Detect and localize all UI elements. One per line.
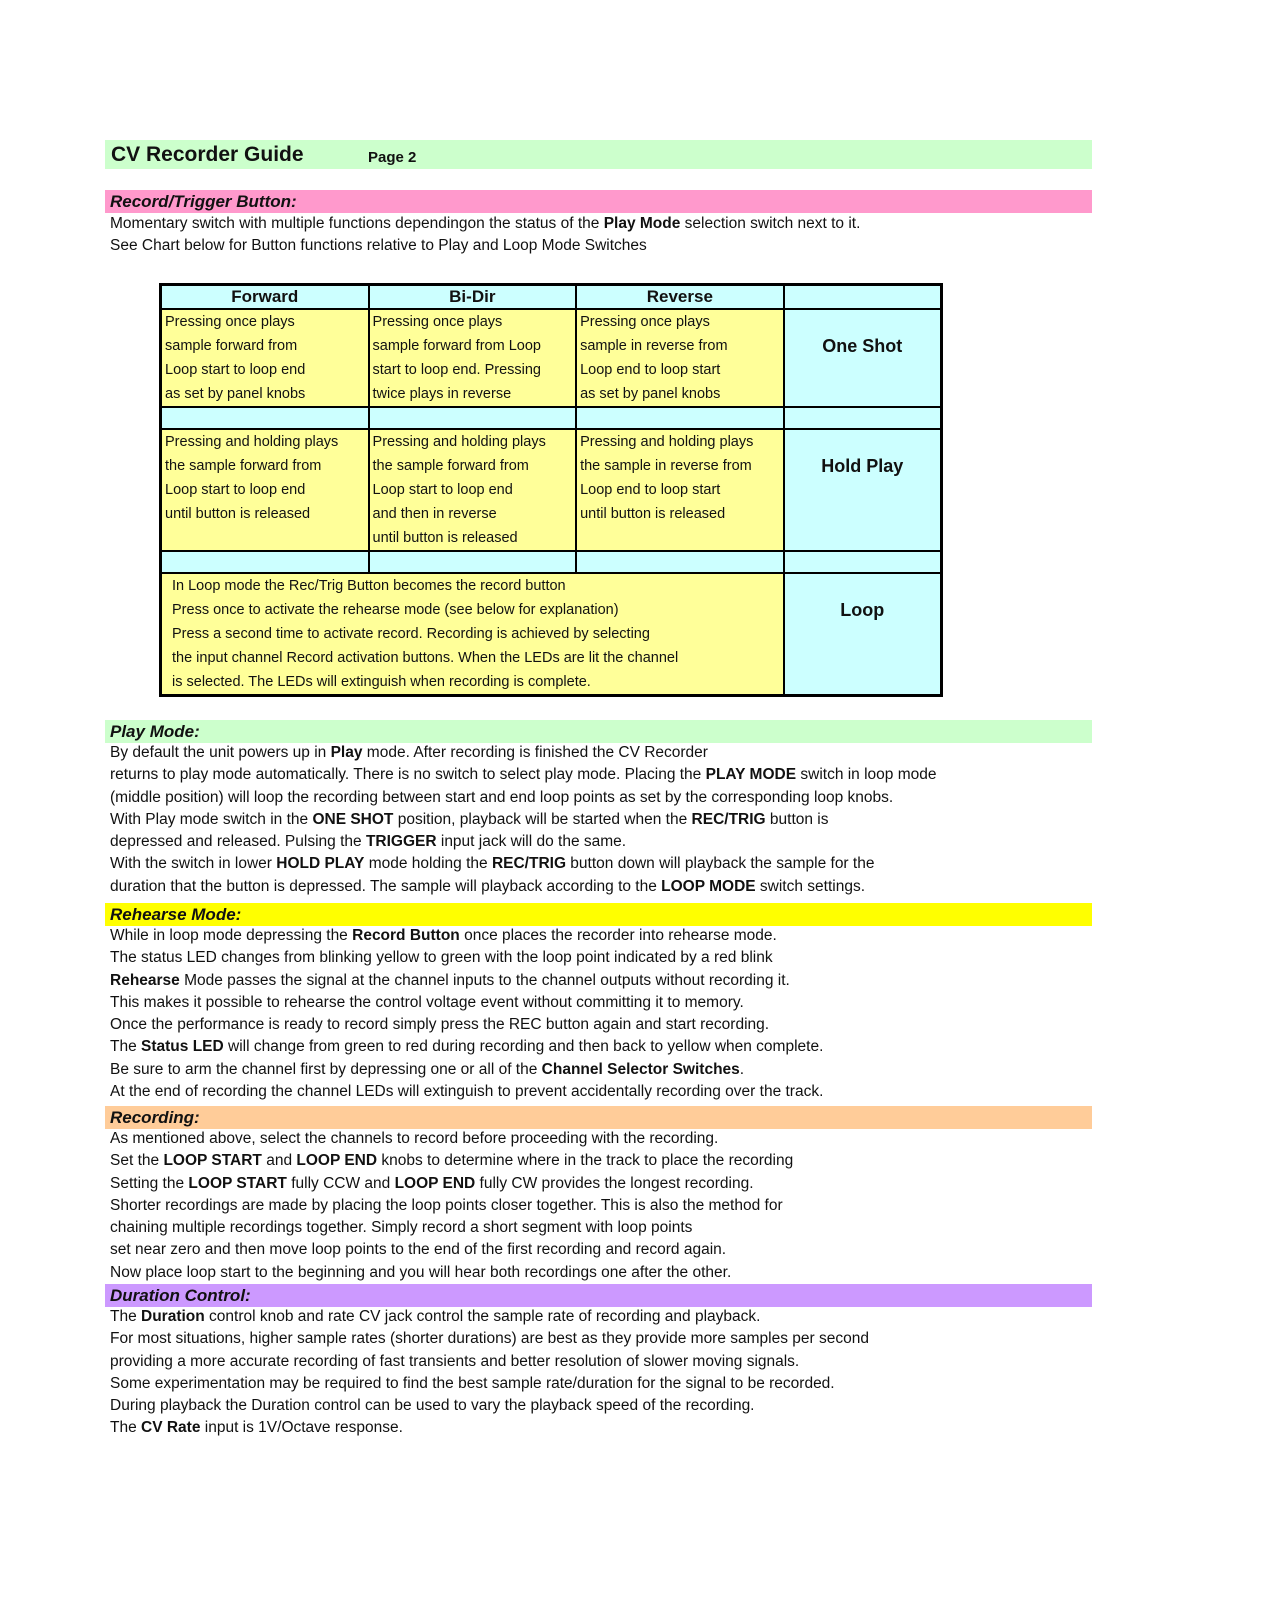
cell-line: until button is released [165, 506, 311, 522]
mode-label-one-shot: One Shot [784, 309, 942, 407]
bold-term: LOOP START [188, 1174, 287, 1192]
text-line [110, 742, 937, 764]
text-run: button down will playback the sample for the [566, 855, 875, 873]
text-line [110, 787, 937, 809]
text-run: As mentioned above, select the channels to record before proceeding with the recording. [110, 1130, 719, 1147]
cell-line: is selected. The LEDs will extinguish when recording is complete. [172, 674, 591, 690]
cell-line: as set by panel knobs [165, 386, 306, 402]
text-line [110, 1239, 793, 1261]
text-line [110, 1351, 869, 1373]
text-run: Some experimentation may be required to find the best sample rate/duration for the signal to be recorded. [110, 1374, 835, 1392]
cell-line: sample in reverse from [580, 338, 728, 354]
text-run: (middle position) will loop the recording between start and end loop points as set by the corresponding loop knobs. [110, 788, 894, 806]
play-mode-text [110, 742, 937, 898]
bold-term: Status LED [141, 1038, 224, 1056]
text-line [110, 1262, 793, 1284]
text-run: fully CW provides the longest recording. [475, 1174, 754, 1192]
section-heading-rehearse-mode: Rehearse Mode: [105, 903, 1092, 926]
text-line [110, 1395, 869, 1417]
column-header-blank [784, 285, 942, 310]
text-line [110, 925, 823, 947]
text-line [110, 1036, 823, 1058]
bold-term: REC/TRIG [691, 810, 766, 828]
text-run: providing a more accurate recording of fast transients and better resolution of slower moving signals. [110, 1352, 800, 1370]
text-run: See Chart below for Button functions relative to Play and Loop Mode Switches [110, 237, 647, 255]
text-run: By default the unit powers up in [110, 744, 331, 761]
bold-term: LOOP END [394, 1174, 476, 1192]
cell-line: Pressing once plays [165, 314, 295, 330]
cell-line: start to loop end. Pressing [372, 362, 541, 378]
cell-line: the sample forward from [165, 458, 322, 474]
text-run: selection switch next to it. [680, 215, 861, 232]
cell-line: Loop end to loop start [580, 362, 721, 378]
text-run: input is 1V/Octave response. [200, 1419, 403, 1437]
text-run: For most situations, higher sample rates (shorter durations) are best as they provide more samples per second [110, 1330, 869, 1348]
text-run: returns to play mode automatically. There is no switch to select play mode. Placing the [110, 766, 706, 784]
text-run: The [110, 1419, 142, 1437]
text-run: The [110, 1308, 142, 1325]
text-line [110, 1173, 793, 1195]
text-run: set near zero and then move loop points to the end of the first recording and record again. [110, 1241, 727, 1259]
bold-term: REC/TRIG [491, 855, 566, 873]
text-run: control knob and rate CV jack control the sample rate of recording and playback. [204, 1308, 761, 1325]
text-run: switch in loop mode [796, 766, 937, 784]
text-run: Setting the [110, 1174, 189, 1192]
page-number: Page 2 [368, 149, 417, 166]
text-line [110, 1417, 869, 1439]
text-line [110, 1081, 823, 1103]
bold-term: Rehearse [110, 971, 180, 989]
text-run: Be sure to arm the channel first by depressing one or all of the [110, 1060, 542, 1078]
section-heading-recording: Recording: [105, 1106, 1092, 1129]
text-line [110, 1150, 793, 1172]
text-run: During playback the Duration control can be used to vary the playback speed of the recording. [110, 1397, 755, 1415]
chart-cell-oneshot-reverse [576, 309, 784, 407]
chart-cell-holdplay-forward [161, 429, 369, 551]
cell-line: the sample forward from [372, 458, 529, 474]
rehearse-mode-text [110, 925, 823, 1103]
cell-line: Loop start to loop end [165, 482, 306, 498]
text-line [110, 970, 823, 992]
text-run: Set the [110, 1152, 164, 1170]
text-run: Now place loop start to the beginning and you will hear both recordings one after the other. [110, 1263, 732, 1281]
cell-line: Loop end to loop start [580, 482, 721, 498]
bold-term: Record Button [352, 927, 460, 944]
title-band [105, 140, 1092, 169]
text-run: mode. After recording is finished the CV Recorder [362, 744, 708, 761]
text-line [110, 1306, 869, 1328]
page-title: CV Recorder Guide [111, 143, 304, 166]
text-line [110, 235, 860, 257]
section-heading-duration-control: Duration Control: [105, 1284, 1092, 1307]
text-run: With the switch in lower [110, 855, 277, 873]
cell-line: Loop start to loop end [372, 482, 513, 498]
cell-line: and then in reverse [372, 506, 497, 522]
section-heading-record-trigger: Record/Trigger Button: [105, 190, 1092, 213]
chart-cell-holdplay-reverse [576, 429, 784, 551]
bold-term: Channel Selector Switches [541, 1060, 740, 1078]
text-line [110, 1217, 793, 1239]
text-run: At the end of recording the channel LEDs will extinguish to prevent accidentally recording over the track. [110, 1083, 824, 1101]
bold-term: HOLD PLAY [276, 855, 365, 873]
text-line [110, 992, 823, 1014]
text-line [110, 809, 937, 831]
text-run: Mode passes the signal at the channel inputs to the channel outputs without recording it. [179, 971, 790, 989]
cell-line: Press once to activate the rehearse mode (see below for explanation) [172, 602, 619, 618]
text-run: position, playback will be started when the [393, 810, 692, 828]
text-run: fully CCW and [286, 1174, 395, 1192]
record-trigger-text [110, 213, 860, 258]
text-run: duration that the button is depressed. The sample will playback according to the [110, 877, 662, 895]
bold-term: LOOP START [163, 1152, 262, 1170]
text-run: The [110, 1038, 142, 1056]
bold-term: ONE SHOT [312, 810, 394, 828]
text-run: switch settings. [755, 877, 866, 895]
text-line [110, 1195, 793, 1217]
text-line [110, 764, 937, 786]
text-line [110, 213, 860, 235]
text-line [110, 1373, 869, 1395]
column-header-bi-dir: Bi-Dir [369, 285, 577, 310]
mode-label-hold-play: Hold Play [784, 429, 942, 551]
text-line [110, 831, 937, 853]
duration-control-text [110, 1306, 869, 1440]
chart-cell-holdplay-bidir [369, 429, 577, 551]
cell-line: Pressing once plays [580, 314, 710, 330]
bold-term: CV Rate [141, 1419, 201, 1437]
recording-text [110, 1128, 793, 1284]
text-run: depressed and released. Pulsing the [110, 833, 366, 851]
cell-line: In Loop mode the Rec/Trig Button becomes the record button [172, 578, 566, 594]
bold-term: Duration [141, 1308, 205, 1325]
cell-line: sample forward from Loop [372, 338, 541, 354]
cell-line: sample forward from [165, 338, 298, 354]
cell-line: Pressing and holding plays [165, 434, 339, 450]
column-header-reverse: Reverse [576, 285, 784, 310]
text-run: . [739, 1060, 745, 1078]
cell-line: Press a second time to activate record. Recording is achieved by selecting [172, 626, 650, 642]
text-run: knobs to determine where in the track to place the recording [377, 1152, 794, 1170]
text-line [110, 1128, 793, 1150]
bold-term: PLAY MODE [705, 766, 797, 784]
cell-line: Pressing once plays [372, 314, 503, 330]
text-run: This makes it possible to rehearse the control voltage event without committing it to memory. [110, 993, 744, 1011]
text-run: once places the recorder into rehearse mode. [459, 927, 777, 944]
bold-term: LOOP MODE [661, 877, 756, 895]
cell-line: until button is released [372, 530, 518, 546]
chart-cell-oneshot-bidir [369, 309, 577, 407]
text-run: mode holding the [364, 855, 492, 873]
text-line [110, 1014, 823, 1036]
text-run: will change from green to red during recording and then back to yellow when complete. [223, 1038, 824, 1056]
cell-line: Pressing and holding plays [372, 434, 546, 450]
cell-line: Loop start to loop end [165, 362, 306, 378]
cell-line: the sample in reverse from [580, 458, 752, 474]
text-run: With Play mode switch in the [110, 810, 313, 828]
text-line [110, 947, 823, 969]
text-run: button is [765, 810, 829, 828]
cell-line: the input channel Record activation buttons. When the LEDs are lit the channel [172, 650, 679, 666]
bold-term: TRIGGER [365, 833, 437, 851]
bold-term: Play [330, 744, 363, 761]
button-function-chart [159, 283, 943, 697]
text-run: Once the performance is ready to record simply press the REC button again and start recording. [110, 1016, 770, 1034]
text-line [110, 1059, 823, 1081]
chart-cell-oneshot-forward [161, 309, 369, 407]
text-run: chaining multiple recordings together. Simply record a short segment with loop points [110, 1219, 693, 1237]
text-run: Shorter recordings are made by placing the loop points closer together. This is also the method for [110, 1196, 783, 1214]
bold-term: Play Mode [603, 215, 681, 232]
text-run: Momentary switch with multiple functions dependingon the status of the [110, 215, 604, 232]
chart-cell-loop [161, 573, 784, 696]
section-heading-play-mode: Play Mode: [105, 720, 1092, 743]
text-run: The status LED changes from blinking yellow to green with the loop point indicated by a red blink [110, 949, 773, 967]
cell-line: Pressing and holding plays [580, 434, 754, 450]
text-run: input jack will do the same. [436, 833, 627, 851]
cell-line: as set by panel knobs [580, 386, 721, 402]
cell-line: until button is released [580, 506, 726, 522]
mode-label-loop: Loop [784, 573, 942, 696]
column-header-forward: Forward [161, 285, 369, 310]
bold-term: LOOP END [296, 1152, 378, 1170]
text-line [110, 876, 937, 898]
text-line [110, 853, 937, 875]
text-line [110, 1328, 869, 1350]
cell-line: twice plays in reverse [372, 386, 512, 402]
text-run: While in loop mode depressing the [110, 927, 353, 944]
text-run: and [261, 1152, 297, 1170]
